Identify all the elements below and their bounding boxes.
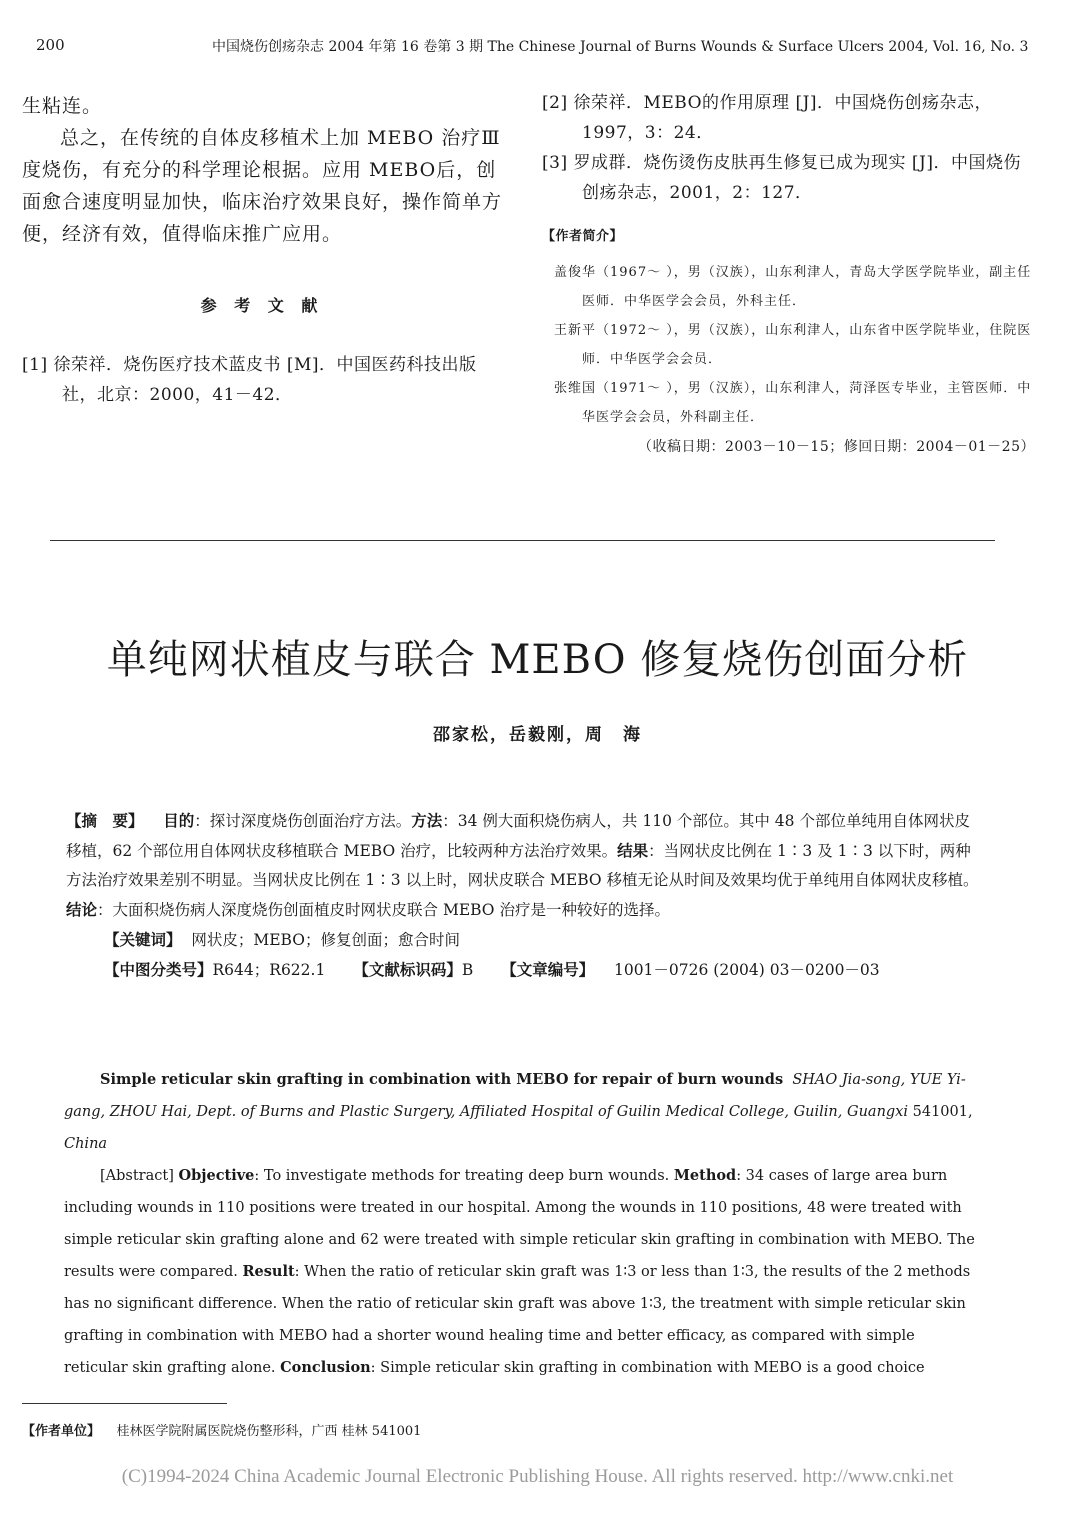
english-abstract-body (64, 1160, 982, 1384)
classification-value: R644；R622.1 (212, 961, 326, 979)
english-result-label: Result (242, 1263, 295, 1280)
article-number-label: 【文章编号】 (501, 960, 595, 979)
article-title: 单纯网状植皮与联合 MEBO 修复烧伤创面分析 (106, 637, 969, 683)
reference-item: [1] 徐荣祥．烧伤医疗技术蓝皮书 [M]．中国医药科技出版社，北京：2000，41－42． (22, 355, 477, 405)
author-bio: 张维国（1971～ ），男（汉族），山东利津人，菏泽医专毕业，主管医师．中华医学会会员，外科副主任． (554, 381, 1032, 425)
english-method-label: Method (673, 1167, 737, 1184)
result-text: ：当网状皮比例在 1∶3 及 1∶3 以下时，两种方法治疗效果差别不明显。当网状皮比例在 1∶3 以上时，网状皮联合 MEBO 移植无论从时间及效果均优于单纯用自体网状皮移植。 (66, 842, 979, 889)
keywords-text: 网状皮；MEBO；修复创面；愈合时间 (191, 931, 460, 949)
left-column (22, 90, 502, 410)
journal-line: 中国烧伤创疡杂志 2004 年第 16 卷第 3 期 The Chinese Journal of Burns Wounds & Surface Ulcers 2004, Vol. 16, No. 3 (212, 39, 1029, 55)
paragraph: 总之，在传统的自体皮移植术上加 MEBO 治疗Ⅲ度烧伤，有充分的科学理论根据。应用 MEBO后，创面愈合速度明显加快，临床治疗效果良好，操作简单方便，经济有效，值得临床推广应用。 (22, 127, 503, 245)
doc-code-label: 【文献标识码】 (353, 960, 462, 979)
conclusion-text: ：大面积烧伤病人深度烧伤创面植皮时网状皮联合 MEBO 治疗是一种较好的选择。 (97, 901, 670, 919)
objective-label: 目的 (163, 811, 195, 830)
english-abstract-label: [Abstract] (100, 1168, 174, 1184)
keywords-label: 【关键词】 (104, 930, 182, 949)
classification-line (66, 955, 984, 985)
author-bio: 盖俊华（1967～ ），男（汉族），山东利津人，青岛大学医学院毕业，副主任医师．中华医学会会员，外科主任． (554, 265, 1032, 309)
section-divider (50, 540, 995, 541)
english-conclusion-text: : Simple reticular skin grafting in combination with MEBO is a good choice (370, 1360, 925, 1376)
english-method-text: : 34 cases of large area burn including wounds in 110 positions were treated in our hospital. Among the wounds in 110 positions, 48 were treated with simple reticular skin grafting alone and 62 were treated with simple reticular skin grafting in combination with MEBO. The results were compared. (64, 1168, 975, 1280)
author-intro-heading: 【作者简介】 (542, 229, 624, 244)
doc-code-value: B (461, 961, 474, 979)
reference-item: [2] 徐荣祥．MEBO的作用原理 [J]．中国烧伤创疡杂志，1997，3：24． (542, 93, 993, 143)
objective-text: ：探讨深度烧伤创面治疗方法。 (194, 812, 412, 830)
english-location: Guangxi (847, 1104, 909, 1120)
footnote-text: 桂林医学院附属医院烧伤整形科，广西 桂林 541001 (116, 1424, 422, 1439)
method-label: 方法 (411, 811, 443, 830)
right-column (542, 88, 1037, 462)
english-objective-text: : To investigate methods for treating deep burn wounds. (254, 1168, 674, 1184)
english-title-line (64, 1064, 982, 1160)
keywords-line (66, 925, 984, 955)
abstract-chinese (66, 806, 984, 985)
english-result-text: : When the ratio of reticular skin graft was 1∶3 or less than 1∶3, the results of the 2 methods has no significant difference. When the ratio of reticular skin graft was above 1∶3, the treatment with simple reticular skin grafting in combination with MEBO had a shorter wound healing time and better efficacy, as compared with simple reticular skin grafting alone. (64, 1264, 971, 1376)
author-bio: 王新平（1972～ ），男（汉族），山东利津人，山东省中医学院毕业，住院医师．中华医学会会员． (554, 323, 1032, 367)
paragraph: 生粘连。 (22, 95, 103, 117)
article-authors: 邵家松，岳毅刚，周 海 (433, 725, 642, 745)
running-header (0, 36, 1075, 60)
author-affiliation-footnote (22, 1420, 1002, 1439)
references-heading: 参 考 文 献 (200, 296, 324, 315)
english-title: Simple reticular skin grafting in combination with MEBO for repair of burn wounds (100, 1071, 784, 1088)
english-objective-label: Objective (178, 1167, 255, 1184)
result-label: 结果 (617, 841, 649, 860)
page-number: 200 (36, 36, 65, 54)
reference-item: [3] 罗成群．烧伤烫伤皮肤再生修复已成为现实 [J]．中国烧伤创疡杂志，2001，2：127． (542, 153, 1021, 203)
footnote-divider (22, 1403, 227, 1404)
footnote-label: 【作者单位】 (22, 1424, 101, 1439)
article-number-value: 1001－0726 (2004) 03－0200－03 (613, 961, 880, 979)
received-dates: （收稿日期：2003－10－15；修回日期：2004－01－25） (637, 439, 1035, 455)
conclusion-label: 结论 (66, 900, 98, 919)
classification-label: 【中图分类号】 (104, 960, 213, 979)
english-postcode: 541001, (912, 1104, 973, 1120)
english-authors-affiliation: SHAO Jia-song, YUE Yi-gang, ZHOU Hai, Dept. of Burns and Plastic Surgery, Affiliated Hospital of Guilin Medical College, Guilin, (64, 1072, 966, 1120)
method-text: ：34 例大面积烧伤病人，共 110 个部位。其中 48 个部位单纯用自体网状皮移植，62 个部位用自体网状皮移植联合 MEBO 治疗，比较两种方法治疗效果。 (66, 812, 970, 860)
english-conclusion-label: Conclusion (280, 1359, 371, 1376)
abstract-body (66, 806, 984, 925)
english-country: China (64, 1136, 108, 1152)
abstract-english (64, 1064, 982, 1384)
copyright-watermark: (C)1994-2024 China Academic Journal Electronic Publishing House. All rights reserved. http://www.cnki.net (121, 1466, 954, 1487)
abstract-label: 【摘 要】 (66, 811, 144, 830)
